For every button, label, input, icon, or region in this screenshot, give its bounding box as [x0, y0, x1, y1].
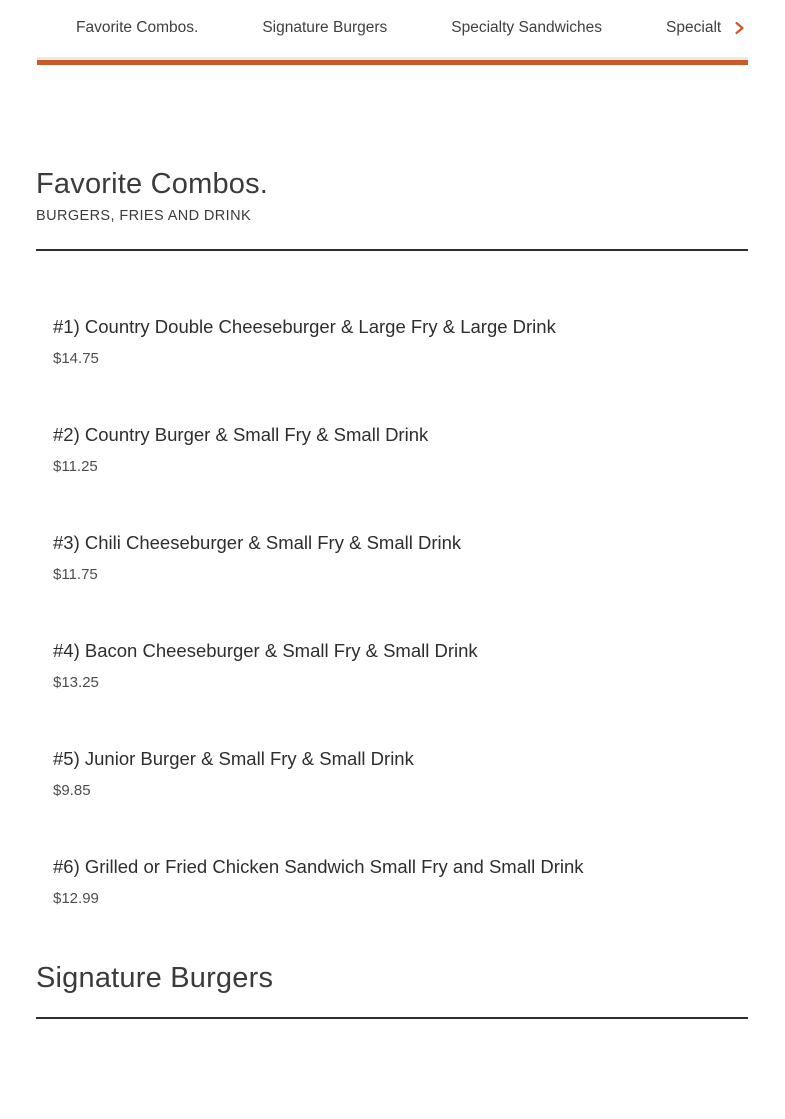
menu-item-price: $14.75	[53, 350, 99, 367]
menu-item-price: $12.99	[53, 890, 99, 907]
menu-item-name: #6) Grilled or Fried Chicken Sandwich Small Fry and Small Drink	[53, 856, 584, 877]
menu-item-list	[36, 251, 748, 908]
menu-item[interactable]	[53, 638, 748, 692]
menu-item-name: #2) Country Burger & Small Fry & Small Drink	[53, 424, 429, 445]
section-title: Favorite Combos.	[36, 168, 269, 200]
tab-favorite-combos[interactable]: Favorite Combos.	[76, 19, 199, 36]
tabs-scroll-right-button[interactable]	[733, 21, 746, 35]
tab-indicator-bar	[37, 60, 748, 65]
section-signature-burgers	[36, 962, 748, 1019]
tab-specialty-sandwiches[interactable]: Specialty Sandwiches	[451, 19, 603, 36]
menu-item[interactable]	[53, 854, 748, 908]
menu-item[interactable]	[53, 530, 748, 584]
menu-item-price: $11.25	[53, 458, 98, 475]
tab-signature-burgers[interactable]: Signature Burgers	[262, 19, 388, 36]
chevron-right-icon	[733, 21, 746, 35]
menu-item-name: #1) Country Double Cheeseburger & Large Fry & Large Drink	[53, 316, 556, 337]
menu-item-name: #3) Chili Cheeseburger & Small Fry & Small Drink	[53, 532, 462, 553]
menu-item-price: $9.85	[53, 782, 91, 799]
menu-item-name: #5) Junior Burger & Small Fry & Small Drink	[53, 748, 414, 769]
menu-item[interactable]	[53, 422, 748, 476]
section-title: Signature Burgers	[36, 962, 274, 994]
section-subtitle: BURGERS, FRIES AND DRINK	[36, 208, 252, 224]
section-divider	[36, 1017, 748, 1019]
menu-item-name: #4) Bacon Cheeseburger & Small Fry & Small Drink	[53, 640, 478, 661]
menu-item-price: $11.75	[53, 566, 98, 583]
menu-item-price: $13.25	[53, 674, 99, 691]
category-tabbar	[0, 0, 785, 38]
section-favorite-combos	[36, 168, 748, 908]
tab-specialt[interactable]: Specialt	[666, 19, 722, 36]
category-tabs	[76, 19, 733, 37]
menu-item[interactable]	[53, 746, 748, 800]
menu-item[interactable]	[53, 314, 748, 368]
tab-indicator	[37, 57, 748, 65]
